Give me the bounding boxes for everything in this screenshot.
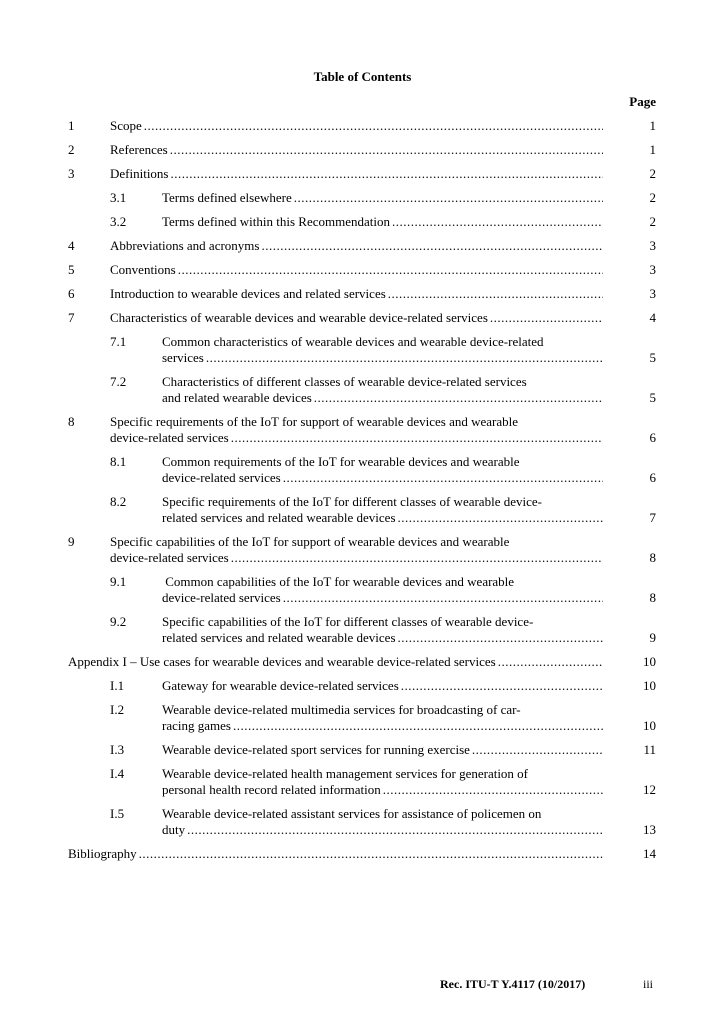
toc-entry-title: Terms defined elsewhere <box>162 190 292 205</box>
toc-entry-title: Wearable device-related health management services for generation of <box>162 766 529 781</box>
toc-entry-page: 7 <box>649 510 656 525</box>
toc-entry-title: Characteristics of wearable devices and wearable device-related services <box>110 310 488 325</box>
toc-entry-page: 6 <box>649 430 656 445</box>
toc-entry[interactable] <box>0 846 725 862</box>
dot-leader <box>392 214 603 230</box>
toc-entry[interactable] <box>0 766 725 798</box>
dot-leader <box>398 510 603 526</box>
toc-entry-number: I.4 <box>110 766 125 781</box>
toc-entry[interactable] <box>0 262 725 278</box>
toc-entry-number: 8.1 <box>110 454 127 469</box>
toc-title: Table of Contents <box>313 69 412 84</box>
dot-leader <box>206 350 603 366</box>
toc-entry-title: related services and related wearable devices <box>162 510 396 525</box>
toc-entry-page: 14 <box>643 846 656 861</box>
toc-entry-number: 8.2 <box>110 494 127 509</box>
toc-entry-number: I.3 <box>110 742 125 757</box>
toc-entry[interactable] <box>0 310 725 326</box>
toc-entry-number: I.1 <box>110 678 125 693</box>
toc-entry-title: device-related services <box>162 470 281 485</box>
dot-leader <box>170 142 603 158</box>
toc-entry-title: Appendix I – Use cases for wearable devices and wearable device-related services <box>68 654 496 669</box>
table-of-contents <box>0 118 725 870</box>
toc-entry-title: related services and related wearable devices <box>162 630 396 645</box>
toc-entry-title: Scope <box>110 118 142 133</box>
dot-leader <box>231 430 603 446</box>
toc-entry[interactable] <box>0 494 725 526</box>
toc-entry-page: 11 <box>643 742 656 757</box>
footer-reference: Rec. ITU-T Y.4117 (10/2017) <box>440 977 586 991</box>
dot-leader <box>233 718 603 734</box>
toc-entry[interactable] <box>0 374 725 406</box>
toc-entry-title: References <box>110 142 168 157</box>
dot-leader <box>401 678 603 694</box>
dot-leader <box>171 166 604 182</box>
toc-entry-page: 3 <box>649 238 656 253</box>
toc-entry[interactable] <box>0 806 725 838</box>
toc-entry-title: Wearable device-related assistant services for assistance of policemen on <box>162 806 542 821</box>
toc-entry[interactable] <box>0 190 725 206</box>
toc-entry-title: Wearable device-related multimedia services for broadcasting of car- <box>162 702 521 717</box>
dot-leader <box>314 390 603 406</box>
toc-entry[interactable] <box>0 614 725 646</box>
toc-entry[interactable] <box>0 742 725 758</box>
toc-entry-number: 9.1 <box>110 574 127 589</box>
toc-entry[interactable] <box>0 286 725 302</box>
toc-entry-title: Common capabilities of the IoT for wearable devices and wearable <box>162 574 515 589</box>
toc-entry-number: 3.1 <box>110 190 127 205</box>
dot-leader <box>283 470 603 486</box>
toc-entry-number: 7.2 <box>110 374 127 389</box>
toc-entry-title: device-related services <box>162 590 281 605</box>
dot-leader <box>398 630 603 646</box>
toc-entry-title: device-related services <box>110 550 229 565</box>
toc-entry-page: 10 <box>643 654 656 669</box>
toc-entry-number: 9 <box>68 534 75 549</box>
footer-page-number: iii <box>643 977 654 991</box>
toc-entry-title: device-related services <box>110 430 229 445</box>
toc-entry-title: Introduction to wearable devices and related services <box>110 286 386 301</box>
toc-entry-title: Characteristics of different classes of wearable device-related services <box>162 374 527 389</box>
toc-entry-page: 8 <box>649 550 656 565</box>
toc-entry-page: 1 <box>649 118 656 133</box>
toc-entry[interactable] <box>0 214 725 230</box>
dot-leader <box>261 238 603 254</box>
toc-entry-title: Specific capabilities of the IoT for support of wearable devices and wearable <box>110 534 510 549</box>
toc-entry[interactable] <box>0 166 725 182</box>
toc-entry[interactable] <box>0 238 725 254</box>
toc-entry-title: Definitions <box>110 166 169 181</box>
toc-entry-page: 5 <box>649 350 656 365</box>
toc-entry[interactable] <box>0 414 725 446</box>
toc-entry[interactable] <box>0 118 725 134</box>
toc-entry-number: 7 <box>68 310 75 325</box>
toc-entry[interactable] <box>0 454 725 486</box>
toc-entry-number: 6 <box>68 286 75 301</box>
toc-entry-title: Abbreviations and acronyms <box>110 238 260 253</box>
toc-entry-number: 3.2 <box>110 214 127 229</box>
toc-entry-title: Wearable device-related sport services for running exercise <box>162 742 470 757</box>
toc-entry-number: 7.1 <box>110 334 127 349</box>
toc-entry[interactable] <box>0 654 725 670</box>
toc-entry-page: 3 <box>649 262 656 277</box>
dot-leader <box>283 590 603 606</box>
dot-leader <box>187 822 603 838</box>
toc-entry-page: 4 <box>649 310 656 325</box>
toc-entry-page: 5 <box>649 390 656 405</box>
toc-entry-title: Gateway for wearable device-related services <box>162 678 399 693</box>
dot-leader <box>144 118 603 134</box>
toc-entry-title: Common requirements of the IoT for wearable devices and wearable <box>162 454 520 469</box>
toc-entry-number: 8 <box>68 414 75 429</box>
toc-entry-title: Specific requirements of the IoT for support of wearable devices and wearable <box>110 414 519 429</box>
toc-entry-number: 1 <box>68 118 75 133</box>
toc-entry[interactable] <box>0 142 725 158</box>
toc-entry-title: Common characteristics of wearable devices and wearable device-related <box>162 334 544 349</box>
dot-leader <box>178 262 603 278</box>
toc-entry[interactable] <box>0 334 725 366</box>
toc-entry[interactable] <box>0 574 725 606</box>
toc-entry-title: racing games <box>162 718 231 733</box>
toc-entry-page: 6 <box>649 470 656 485</box>
toc-entry[interactable] <box>0 534 725 566</box>
toc-entry-number: I.5 <box>110 806 125 821</box>
toc-entry-number: 2 <box>68 142 75 157</box>
dot-leader <box>231 550 603 566</box>
toc-entry-number: I.2 <box>110 702 125 717</box>
dot-leader <box>294 190 603 206</box>
toc-entry[interactable] <box>0 702 725 734</box>
toc-entry-page: 3 <box>649 286 656 301</box>
toc-entry-title: Conventions <box>110 262 176 277</box>
dot-leader <box>388 286 603 302</box>
toc-entry-title: personal health record related information <box>162 782 381 797</box>
toc-entry-title: Terms defined within this Recommendation <box>162 214 390 229</box>
toc-entry-title: and related wearable devices <box>162 390 312 405</box>
toc-entry-title: Specific requirements of the IoT for different classes of wearable device- <box>162 494 542 509</box>
dot-leader <box>490 310 603 326</box>
dot-leader <box>139 846 603 862</box>
toc-entry-page: 2 <box>649 214 656 229</box>
toc-entry-page: 12 <box>643 782 656 797</box>
toc-entry[interactable] <box>0 678 725 694</box>
dot-leader <box>498 654 603 670</box>
toc-entry-page: 13 <box>643 822 656 837</box>
toc-entry-page: 1 <box>649 142 656 157</box>
toc-entry-number: 3 <box>68 166 75 181</box>
toc-entry-title: Bibliography <box>68 846 137 861</box>
toc-entry-page: 2 <box>649 166 656 181</box>
dot-leader <box>472 742 603 758</box>
toc-entry-number: 4 <box>68 238 75 253</box>
toc-entry-number: 9.2 <box>110 614 127 629</box>
toc-entry-page: 10 <box>643 718 656 733</box>
toc-entry-number: 5 <box>68 262 75 277</box>
toc-entry-page: 8 <box>649 590 656 605</box>
page-column-header: Page <box>629 94 656 109</box>
toc-entry-title: Specific capabilities of the IoT for different classes of wearable device- <box>162 614 534 629</box>
toc-entry-page: 10 <box>643 678 656 693</box>
toc-entry-title: duty <box>162 822 186 837</box>
toc-entry-title: services <box>162 350 204 365</box>
toc-entry-page: 2 <box>649 190 656 205</box>
toc-entry-page: 9 <box>649 630 656 645</box>
dot-leader <box>383 782 603 798</box>
